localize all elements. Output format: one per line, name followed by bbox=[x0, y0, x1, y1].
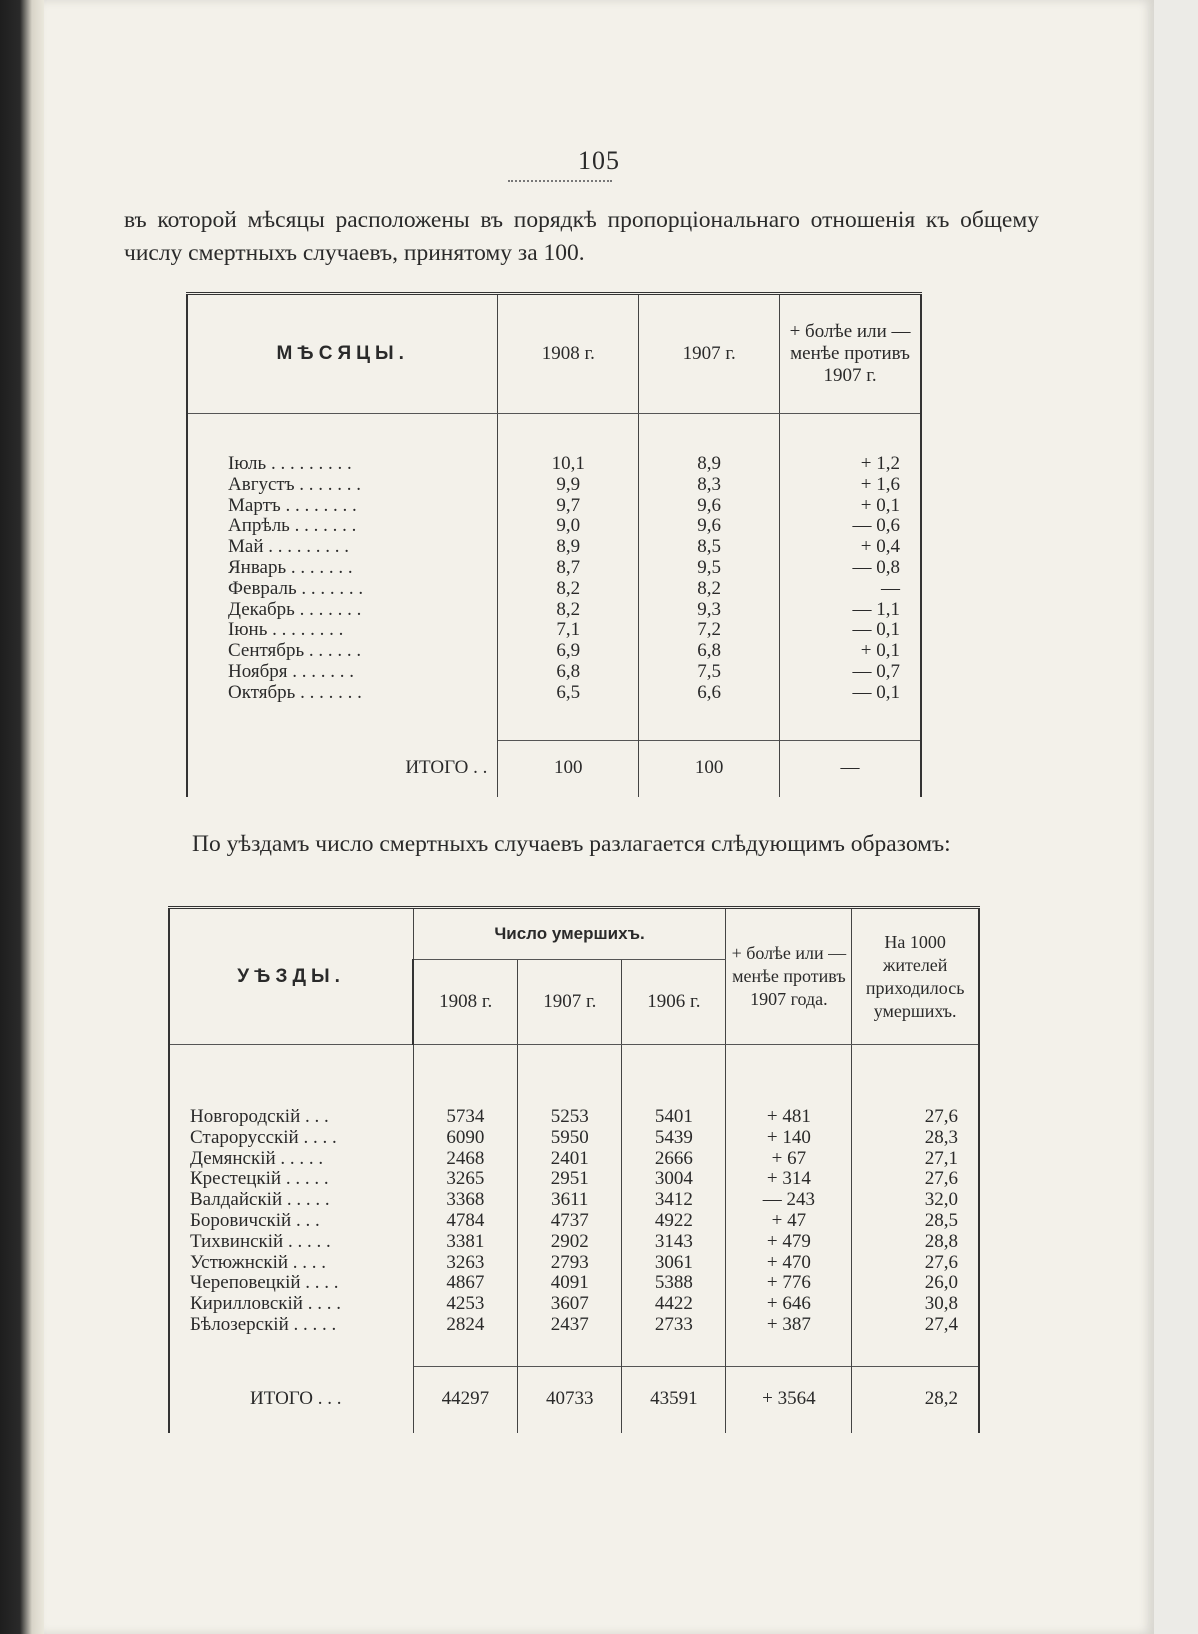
deaths-1906: 3412 bbox=[622, 1190, 726, 1211]
deaths-1906: 4922 bbox=[622, 1211, 726, 1232]
value-diff: — 0,1 bbox=[780, 683, 921, 704]
deaths-1906: 3061 bbox=[622, 1253, 726, 1274]
uezd-row bbox=[169, 1107, 979, 1128]
month-row bbox=[187, 662, 921, 683]
deaths-1907: 2902 bbox=[518, 1232, 622, 1253]
deaths-1907: 2951 bbox=[518, 1169, 622, 1190]
deaths-diff: + 140 bbox=[726, 1128, 852, 1149]
deaths-diff: + 776 bbox=[726, 1273, 852, 1294]
total-diff: + 3564 bbox=[726, 1366, 852, 1433]
uezd-row bbox=[169, 1149, 979, 1170]
deaths-per-1000: 27,6 bbox=[852, 1107, 979, 1128]
month-name: Августъ . . . . . . . bbox=[187, 475, 498, 496]
total-label: ИТОГО . . bbox=[187, 740, 498, 797]
month-row bbox=[187, 620, 921, 641]
deaths-1908: 2468 bbox=[413, 1149, 518, 1170]
deaths-diff: + 481 bbox=[726, 1107, 852, 1128]
deaths-1906: 3004 bbox=[622, 1169, 726, 1190]
page-number-ornament bbox=[508, 180, 612, 184]
deaths-group-header: Число умершихъ. bbox=[413, 908, 726, 960]
deaths-1907: 4737 bbox=[518, 1211, 622, 1232]
month-name: Май . . . . . . . . . bbox=[187, 537, 498, 558]
value-diff: + 0,1 bbox=[780, 496, 921, 517]
deaths-diff: + 470 bbox=[726, 1253, 852, 1274]
diff-header: + болѣе или — менѣе противъ 1907 года. bbox=[726, 908, 852, 1045]
value-1907: 9,3 bbox=[639, 600, 780, 621]
year-1908-header: 1908 г. bbox=[413, 960, 518, 1045]
uezd-name: Боровичскій . . . bbox=[169, 1211, 413, 1232]
month-name: Январь . . . . . . . bbox=[187, 558, 498, 579]
value-diff: — 0,7 bbox=[780, 662, 921, 683]
deaths-1907: 3611 bbox=[518, 1190, 622, 1211]
uezd-name: Тихвинскій . . . . . bbox=[169, 1232, 413, 1253]
month-name: Іюль . . . . . . . . . bbox=[187, 454, 498, 475]
scan-margin bbox=[1154, 0, 1198, 1634]
deaths-per-1000: 30,8 bbox=[852, 1294, 979, 1315]
deaths-diff: + 646 bbox=[726, 1294, 852, 1315]
value-diff: — 0,6 bbox=[780, 516, 921, 537]
deaths-1908: 4253 bbox=[413, 1294, 518, 1315]
diff-header: + болѣе или — менѣе противъ 1907 г. bbox=[780, 294, 921, 414]
deaths-1906: 5401 bbox=[622, 1107, 726, 1128]
value-diff: + 0,1 bbox=[780, 641, 921, 662]
value-diff: — bbox=[780, 579, 921, 600]
month-name: Апрѣль . . . . . . . bbox=[187, 516, 498, 537]
deaths-1906: 4422 bbox=[622, 1294, 726, 1315]
uezd-name: Устюжнскій . . . . bbox=[169, 1253, 413, 1274]
value-1907: 9,5 bbox=[639, 558, 780, 579]
deaths-per-1000: 27,6 bbox=[852, 1169, 979, 1190]
deaths-diff: — 243 bbox=[726, 1190, 852, 1211]
year-1906-header: 1906 г. bbox=[622, 960, 726, 1045]
value-diff: — 1,1 bbox=[780, 600, 921, 621]
months-table bbox=[186, 292, 922, 797]
month-row bbox=[187, 579, 921, 600]
value-1908: 7,1 bbox=[498, 620, 639, 641]
month-row bbox=[187, 537, 921, 558]
deaths-diff: + 479 bbox=[726, 1232, 852, 1253]
deaths-1907: 5253 bbox=[518, 1107, 622, 1128]
uezd-name: Кирилловскій . . . . bbox=[169, 1294, 413, 1315]
value-diff: — 0,1 bbox=[780, 620, 921, 641]
month-name: Ноября . . . . . . . bbox=[187, 662, 498, 683]
uezd-row bbox=[169, 1169, 979, 1190]
total-1907: 100 bbox=[639, 740, 780, 797]
value-1908: 9,7 bbox=[498, 496, 639, 517]
value-1908: 9,0 bbox=[498, 516, 639, 537]
month-header: МѢСЯЦЫ. bbox=[187, 294, 498, 414]
value-1907: 8,5 bbox=[639, 537, 780, 558]
total-1908: 44297 bbox=[413, 1366, 518, 1433]
uezd-row bbox=[169, 1294, 979, 1315]
uezd-row bbox=[169, 1128, 979, 1149]
deaths-1908: 6090 bbox=[413, 1128, 518, 1149]
deaths-per-1000: 28,8 bbox=[852, 1232, 979, 1253]
month-name: Мартъ . . . . . . . . bbox=[187, 496, 498, 517]
deaths-per-1000: 26,0 bbox=[852, 1273, 979, 1294]
deaths-diff: + 387 bbox=[726, 1315, 852, 1336]
deaths-1908: 5734 bbox=[413, 1107, 518, 1128]
value-1908: 8,2 bbox=[498, 600, 639, 621]
year-1907-header: 1907 г. bbox=[639, 294, 780, 414]
intro-paragraph: въ которой мѣсяцы расположены въ порядкѣ пропорціональнаго отношенія къ общему числу смертныхъ случаевъ, принятому за 100. bbox=[124, 207, 1039, 266]
value-1908: 10,1 bbox=[498, 454, 639, 475]
month-row bbox=[187, 475, 921, 496]
second-paragraph: По уѣздамъ число смертныхъ случаевъ разлагается слѣдующимъ образомъ: bbox=[192, 831, 951, 857]
month-row bbox=[187, 600, 921, 621]
deaths-diff: + 67 bbox=[726, 1149, 852, 1170]
year-1907-header: 1907 г. bbox=[518, 960, 622, 1045]
value-1907: 9,6 bbox=[639, 496, 780, 517]
month-name: Октябрь . . . . . . . bbox=[187, 683, 498, 704]
deaths-per-1000: 27,1 bbox=[852, 1149, 979, 1170]
deaths-per-1000: 28,5 bbox=[852, 1211, 979, 1232]
value-diff: — 0,8 bbox=[780, 558, 921, 579]
month-row bbox=[187, 558, 921, 579]
year-1908-header: 1908 г. bbox=[498, 294, 639, 414]
deaths-diff: + 47 bbox=[726, 1211, 852, 1232]
value-1908: 8,9 bbox=[498, 537, 639, 558]
value-diff: + 1,6 bbox=[780, 475, 921, 496]
month-row bbox=[187, 683, 921, 704]
deaths-1908: 3368 bbox=[413, 1190, 518, 1211]
uezd-name: Новгородскій . . . bbox=[169, 1107, 413, 1128]
value-diff: + 1,2 bbox=[780, 454, 921, 475]
value-1908: 8,7 bbox=[498, 558, 639, 579]
uezd-row bbox=[169, 1315, 979, 1336]
deaths-1908: 4784 bbox=[413, 1211, 518, 1232]
deaths-per-1000: 28,3 bbox=[852, 1128, 979, 1149]
month-row bbox=[187, 516, 921, 537]
deaths-1907: 2793 bbox=[518, 1253, 622, 1274]
deaths-1908: 3263 bbox=[413, 1253, 518, 1274]
uezd-name: Старорусскій . . . . bbox=[169, 1128, 413, 1149]
uezd-table bbox=[168, 906, 980, 1433]
deaths-per-1000: 32,0 bbox=[852, 1190, 979, 1211]
value-1907: 7,5 bbox=[639, 662, 780, 683]
month-name: Сентябрь . . . . . . bbox=[187, 641, 498, 662]
deaths-1908: 3265 bbox=[413, 1169, 518, 1190]
uezd-row bbox=[169, 1211, 979, 1232]
deaths-per-1000: 27,6 bbox=[852, 1253, 979, 1274]
month-row bbox=[187, 496, 921, 517]
deaths-1906: 2733 bbox=[622, 1315, 726, 1336]
uezd-name: Бѣлозерскій . . . . . bbox=[169, 1315, 413, 1336]
uezd-name: Валдайскій . . . . . bbox=[169, 1190, 413, 1211]
value-1907: 6,8 bbox=[639, 641, 780, 662]
month-row bbox=[187, 454, 921, 475]
uezd-row bbox=[169, 1190, 979, 1211]
value-1907: 8,9 bbox=[639, 454, 780, 475]
deaths-1908: 2824 bbox=[413, 1315, 518, 1336]
total-label: ИТОГО . . . bbox=[169, 1366, 413, 1433]
page-number: 105 bbox=[578, 146, 620, 175]
total-per-1000: 28,2 bbox=[852, 1366, 979, 1433]
value-1907: 7,2 bbox=[639, 620, 780, 641]
deaths-1906: 2666 bbox=[622, 1149, 726, 1170]
value-1907: 8,3 bbox=[639, 475, 780, 496]
book-binding-edge bbox=[0, 0, 44, 1634]
deaths-1907: 2437 bbox=[518, 1315, 622, 1336]
value-1908: 6,5 bbox=[498, 683, 639, 704]
total-row bbox=[187, 740, 921, 797]
total-1908: 100 bbox=[498, 740, 639, 797]
total-1907: 40733 bbox=[518, 1366, 622, 1433]
value-diff: + 0,4 bbox=[780, 537, 921, 558]
uezd-row bbox=[169, 1232, 979, 1253]
value-1908: 9,9 bbox=[498, 475, 639, 496]
uezd-name: Крестецкій . . . . . bbox=[169, 1169, 413, 1190]
value-1907: 6,6 bbox=[639, 683, 780, 704]
month-name: Февраль . . . . . . . bbox=[187, 579, 498, 600]
deaths-1908: 3381 bbox=[413, 1232, 518, 1253]
deaths-1907: 5950 bbox=[518, 1128, 622, 1149]
deaths-1908: 4867 bbox=[413, 1273, 518, 1294]
deaths-1907: 3607 bbox=[518, 1294, 622, 1315]
total-diff: — bbox=[780, 740, 921, 797]
total-1906: 43591 bbox=[622, 1366, 726, 1433]
uezd-row bbox=[169, 1273, 979, 1294]
deaths-1907: 4091 bbox=[518, 1273, 622, 1294]
book-page bbox=[44, 0, 1154, 1634]
total-row bbox=[169, 1366, 979, 1433]
value-1907: 8,2 bbox=[639, 579, 780, 600]
value-1907: 9,6 bbox=[639, 516, 780, 537]
uezd-name: Череповецкій . . . . bbox=[169, 1273, 413, 1294]
value-1908: 6,9 bbox=[498, 641, 639, 662]
month-name: Декабрь . . . . . . . bbox=[187, 600, 498, 621]
value-1908: 8,2 bbox=[498, 579, 639, 600]
month-name: Іюнь . . . . . . . . bbox=[187, 620, 498, 641]
per-1000-header: На 1000 жителей приходилось умершихъ. bbox=[852, 908, 979, 1045]
deaths-diff: + 314 bbox=[726, 1169, 852, 1190]
deaths-1906: 5388 bbox=[622, 1273, 726, 1294]
uezd-header: УѢЗДЫ. bbox=[169, 908, 413, 1045]
deaths-1906: 3143 bbox=[622, 1232, 726, 1253]
value-1908: 6,8 bbox=[498, 662, 639, 683]
uezd-row bbox=[169, 1253, 979, 1274]
deaths-1906: 5439 bbox=[622, 1128, 726, 1149]
deaths-1907: 2401 bbox=[518, 1149, 622, 1170]
deaths-per-1000: 27,4 bbox=[852, 1315, 979, 1336]
month-row bbox=[187, 641, 921, 662]
uezd-name: Демянскій . . . . . bbox=[169, 1149, 413, 1170]
